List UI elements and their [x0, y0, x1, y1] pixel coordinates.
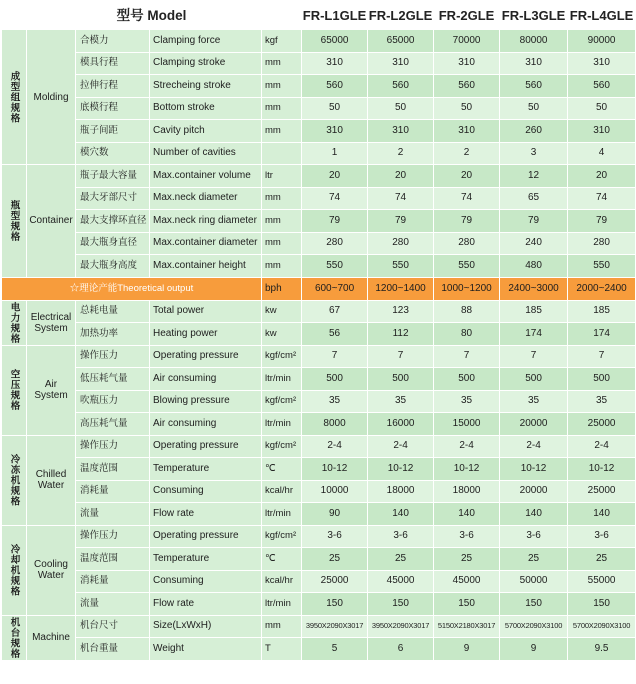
param-value: 2-4 — [302, 435, 368, 458]
section-en-label: Air System — [27, 345, 76, 435]
section-en-label: Electrical System — [27, 300, 76, 345]
param-value: 67 — [302, 300, 368, 323]
param-cn-label: 最大瓶身高度 — [76, 255, 150, 278]
param-cn-label: 消耗量 — [76, 570, 150, 593]
param-cn-label: 模具行程 — [76, 52, 150, 75]
param-value: 7 — [500, 345, 568, 368]
output-label: ☆理论产能Theoretical output — [2, 277, 262, 300]
param-value: 150 — [568, 593, 636, 616]
param-en-label: Operating pressure — [150, 345, 262, 368]
param-unit: kgf/cm² — [262, 390, 302, 413]
param-value: 112 — [368, 323, 434, 346]
param-unit: ltr/min — [262, 503, 302, 526]
param-value: 8000 — [302, 413, 368, 436]
param-value: 20 — [568, 165, 636, 188]
param-value: 90 — [302, 503, 368, 526]
param-cn-label: 操作压力 — [76, 345, 150, 368]
param-value: 310 — [368, 120, 434, 143]
param-value: 560 — [500, 75, 568, 98]
param-value: 79 — [568, 210, 636, 233]
param-value: 480 — [500, 255, 568, 278]
param-value: 280 — [368, 232, 434, 255]
param-value: 25 — [568, 548, 636, 571]
section-en-label: Container — [27, 165, 76, 278]
param-unit: kcal/hr — [262, 480, 302, 503]
param-value: 140 — [568, 503, 636, 526]
param-cn-label: 消耗量 — [76, 480, 150, 503]
param-value: 550 — [568, 255, 636, 278]
param-value: 123 — [368, 300, 434, 323]
param-value: 79 — [434, 210, 500, 233]
param-en-label: Strecheing stroke — [150, 75, 262, 98]
param-value: 74 — [568, 187, 636, 210]
param-en-label: Max.neck diameter — [150, 187, 262, 210]
param-unit: kcal/hr — [262, 570, 302, 593]
spec-row — [2, 615, 636, 638]
param-unit: mm — [262, 615, 302, 638]
param-cn-label: 最大牙部尺寸 — [76, 187, 150, 210]
param-value: 140 — [368, 503, 434, 526]
param-unit: kw — [262, 300, 302, 323]
param-value: 35 — [568, 390, 636, 413]
param-cn-label: 流量 — [76, 593, 150, 616]
param-value: 90000 — [568, 30, 636, 53]
param-value: 185 — [568, 300, 636, 323]
spec-row — [2, 187, 636, 210]
param-value: 18000 — [434, 480, 500, 503]
param-en-label: Clamping stroke — [150, 52, 262, 75]
spec-row — [2, 503, 636, 526]
param-value: 2-4 — [434, 435, 500, 458]
param-value: 3-6 — [568, 525, 636, 548]
param-value: 500 — [368, 368, 434, 391]
section-en-label: Cooling Water — [27, 525, 76, 615]
section-cn-label: 冷却机规格 — [2, 525, 27, 615]
param-value: 500 — [434, 368, 500, 391]
param-value: 25000 — [302, 570, 368, 593]
section-cn-label: 成型组规格 — [2, 30, 27, 165]
param-value: 550 — [302, 255, 368, 278]
param-value: 80000 — [500, 30, 568, 53]
param-en-label: Operating pressure — [150, 525, 262, 548]
param-value: 550 — [434, 255, 500, 278]
param-value: 5700X2090X3100 — [500, 615, 568, 638]
param-value: 9 — [500, 638, 568, 661]
spec-row — [2, 52, 636, 75]
param-value: 25 — [302, 548, 368, 571]
spec-row — [2, 165, 636, 188]
section-en-label: Chilled Water — [27, 435, 76, 525]
param-value: 3950X2090X3017 — [302, 615, 368, 638]
param-en-label: Number of cavities — [150, 142, 262, 165]
spec-table — [1, 1, 636, 661]
param-value: 35 — [368, 390, 434, 413]
param-value: 70000 — [434, 30, 500, 53]
spec-row — [2, 323, 636, 346]
param-value: 150 — [434, 593, 500, 616]
param-en-label: Max.neck ring diameter — [150, 210, 262, 233]
spec-row — [2, 142, 636, 165]
param-cn-label: 瓶子间距 — [76, 120, 150, 143]
section-cn-label: 机台规格 — [2, 615, 27, 660]
param-value: 4 — [568, 142, 636, 165]
param-value: 79 — [368, 210, 434, 233]
section-en-label: Molding — [27, 30, 76, 165]
param-value: 560 — [368, 75, 434, 98]
param-en-label: Total power — [150, 300, 262, 323]
param-value: 3 — [500, 142, 568, 165]
param-value: 10-12 — [500, 458, 568, 481]
param-en-label: Weight — [150, 638, 262, 661]
model-title: 型号 Model — [2, 2, 302, 30]
param-cn-label: 最大瓶身直径 — [76, 232, 150, 255]
param-value: 25 — [434, 548, 500, 571]
param-en-label: Flow rate — [150, 503, 262, 526]
param-value: 140 — [434, 503, 500, 526]
model-name: FR-L1GLE — [302, 2, 368, 30]
param-unit — [262, 142, 302, 165]
param-value: 20 — [302, 165, 368, 188]
param-en-label: Blowing pressure — [150, 390, 262, 413]
param-cn-label: 加热功率 — [76, 323, 150, 346]
param-value: 560 — [434, 75, 500, 98]
output-value: 2400~3000 — [500, 277, 568, 300]
param-value: 20000 — [500, 413, 568, 436]
spec-row — [2, 525, 636, 548]
param-value: 3-6 — [368, 525, 434, 548]
spec-row — [2, 390, 636, 413]
spec-row — [2, 120, 636, 143]
param-value: 50 — [568, 97, 636, 120]
param-unit: kw — [262, 323, 302, 346]
param-value: 310 — [302, 52, 368, 75]
param-value: 7 — [368, 345, 434, 368]
param-cn-label: 操作压力 — [76, 435, 150, 458]
param-value: 35 — [434, 390, 500, 413]
spec-row — [2, 548, 636, 571]
param-value: 25 — [500, 548, 568, 571]
spec-row — [2, 345, 636, 368]
param-value: 7 — [434, 345, 500, 368]
param-unit: ltr/min — [262, 593, 302, 616]
param-en-label: Temperature — [150, 458, 262, 481]
param-value: 150 — [302, 593, 368, 616]
model-name: FR-L2GLE — [368, 2, 434, 30]
param-value: 150 — [500, 593, 568, 616]
param-value: 10000 — [302, 480, 368, 503]
param-value: 20 — [368, 165, 434, 188]
param-value: 50 — [434, 97, 500, 120]
param-value: 5150X2180X3017 — [434, 615, 500, 638]
param-en-label: Clamping force — [150, 30, 262, 53]
param-value: 280 — [434, 232, 500, 255]
param-value: 80 — [434, 323, 500, 346]
param-en-label: Bottom stroke — [150, 97, 262, 120]
param-cn-label: 温度范围 — [76, 458, 150, 481]
param-cn-label: 瓶子最大容量 — [76, 165, 150, 188]
param-cn-label: 操作压力 — [76, 525, 150, 548]
param-value: 50000 — [500, 570, 568, 593]
param-value: 7 — [568, 345, 636, 368]
model-name: FR-L4GLE — [568, 2, 636, 30]
param-value: 2-4 — [500, 435, 568, 458]
param-value: 50 — [368, 97, 434, 120]
param-en-label: Air consuming — [150, 368, 262, 391]
spec-row — [2, 255, 636, 278]
param-value: 20000 — [500, 480, 568, 503]
param-value: 500 — [568, 368, 636, 391]
param-value: 310 — [434, 52, 500, 75]
header-row — [2, 2, 636, 30]
param-value: 3950X2090X3017 — [368, 615, 434, 638]
param-value: 12 — [500, 165, 568, 188]
param-value: 35 — [302, 390, 368, 413]
section-cn-label: 电力规格 — [2, 300, 27, 345]
model-name: FR-L3GLE — [500, 2, 568, 30]
section-cn-label: 空压规格 — [2, 345, 27, 435]
param-en-label: Size(LxWxH) — [150, 615, 262, 638]
spec-row — [2, 570, 636, 593]
param-unit: ℃ — [262, 548, 302, 571]
spec-row — [2, 480, 636, 503]
section-cn-label: 冷冻机规格 — [2, 435, 27, 525]
param-value: 79 — [500, 210, 568, 233]
param-cn-label: 流量 — [76, 503, 150, 526]
param-value: 310 — [302, 120, 368, 143]
param-value: 74 — [434, 187, 500, 210]
param-value: 74 — [302, 187, 368, 210]
output-row — [2, 277, 636, 300]
param-unit: mm — [262, 97, 302, 120]
param-value: 7 — [302, 345, 368, 368]
param-value: 550 — [368, 255, 434, 278]
param-value: 15000 — [434, 413, 500, 436]
param-value: 500 — [302, 368, 368, 391]
param-value: 25000 — [568, 480, 636, 503]
param-value: 560 — [568, 75, 636, 98]
param-value: 56 — [302, 323, 368, 346]
param-value: 10-12 — [434, 458, 500, 481]
param-unit: ltr/min — [262, 413, 302, 436]
param-value: 16000 — [368, 413, 434, 436]
spec-row — [2, 638, 636, 661]
param-value: 3-6 — [434, 525, 500, 548]
param-value: 5 — [302, 638, 368, 661]
param-en-label: Max.container diameter — [150, 232, 262, 255]
param-en-label: Flow rate — [150, 593, 262, 616]
param-en-label: Cavity pitch — [150, 120, 262, 143]
param-value: 174 — [568, 323, 636, 346]
param-value: 50 — [302, 97, 368, 120]
param-cn-label: 最大支撑环直径 — [76, 210, 150, 233]
param-value: 18000 — [368, 480, 434, 503]
section-en-label: Machine — [27, 615, 76, 660]
spec-row — [2, 210, 636, 233]
param-en-label: Operating pressure — [150, 435, 262, 458]
spec-row — [2, 75, 636, 98]
param-unit: mm — [262, 187, 302, 210]
param-cn-label: 低压耗气量 — [76, 368, 150, 391]
param-value: 310 — [568, 52, 636, 75]
param-value: 140 — [500, 503, 568, 526]
spec-row — [2, 435, 636, 458]
model-name: FR-2GLE — [434, 2, 500, 30]
param-value: 2 — [368, 142, 434, 165]
param-unit: ltr — [262, 165, 302, 188]
param-value: 65000 — [302, 30, 368, 53]
spec-row — [2, 30, 636, 53]
param-unit: mm — [262, 255, 302, 278]
param-en-label: Temperature — [150, 548, 262, 571]
param-value: 174 — [500, 323, 568, 346]
param-value: 55000 — [568, 570, 636, 593]
param-value: 240 — [500, 232, 568, 255]
param-value: 1 — [302, 142, 368, 165]
param-unit: kgf — [262, 30, 302, 53]
param-unit: kgf/cm² — [262, 345, 302, 368]
param-en-label: Consuming — [150, 570, 262, 593]
param-cn-label: 机台尺寸 — [76, 615, 150, 638]
output-value: 2000~2400 — [568, 277, 636, 300]
output-unit: bph — [262, 277, 302, 300]
spec-row — [2, 458, 636, 481]
param-value: 9.5 — [568, 638, 636, 661]
param-value: 150 — [368, 593, 434, 616]
param-value: 45000 — [434, 570, 500, 593]
param-value: 3-6 — [500, 525, 568, 548]
param-value: 65 — [500, 187, 568, 210]
param-value: 25000 — [568, 413, 636, 436]
param-value: 280 — [568, 232, 636, 255]
param-value: 560 — [302, 75, 368, 98]
param-cn-label: 总耗电量 — [76, 300, 150, 323]
param-unit: mm — [262, 210, 302, 233]
param-value: 310 — [368, 52, 434, 75]
param-value: 35 — [500, 390, 568, 413]
param-unit: mm — [262, 52, 302, 75]
spec-row — [2, 300, 636, 323]
param-en-label: Air consuming — [150, 413, 262, 436]
param-cn-label: 底模行程 — [76, 97, 150, 120]
param-value: 2-4 — [568, 435, 636, 458]
param-cn-label: 温度范围 — [76, 548, 150, 571]
param-unit: ltr/min — [262, 368, 302, 391]
param-en-label: Consuming — [150, 480, 262, 503]
spec-row — [2, 232, 636, 255]
param-value: 79 — [302, 210, 368, 233]
param-value: 310 — [500, 52, 568, 75]
param-value: 10-12 — [568, 458, 636, 481]
param-cn-label: 拉伸行程 — [76, 75, 150, 98]
param-value: 5700X2090X3100 — [568, 615, 636, 638]
param-value: 65000 — [368, 30, 434, 53]
output-value: 1000~1200 — [434, 277, 500, 300]
spec-row — [2, 368, 636, 391]
param-unit: mm — [262, 232, 302, 255]
param-value: 2 — [434, 142, 500, 165]
param-value: 2-4 — [368, 435, 434, 458]
param-value: 74 — [368, 187, 434, 210]
section-cn-label: 瓶型规格 — [2, 165, 27, 278]
output-value: 600~700 — [302, 277, 368, 300]
param-en-label: Max.container height — [150, 255, 262, 278]
param-value: 50 — [500, 97, 568, 120]
param-value: 185 — [500, 300, 568, 323]
spec-row — [2, 413, 636, 436]
param-unit: T — [262, 638, 302, 661]
param-value: 10-12 — [368, 458, 434, 481]
param-value: 280 — [302, 232, 368, 255]
param-unit: ℃ — [262, 458, 302, 481]
param-en-label: Max.container volume — [150, 165, 262, 188]
param-value: 310 — [434, 120, 500, 143]
spec-row — [2, 593, 636, 616]
param-value: 6 — [368, 638, 434, 661]
output-value: 1200~1400 — [368, 277, 434, 300]
param-unit: kgf/cm² — [262, 435, 302, 458]
param-value: 10-12 — [302, 458, 368, 481]
param-cn-label: 吹瓶压力 — [76, 390, 150, 413]
param-cn-label: 合模力 — [76, 30, 150, 53]
param-value: 88 — [434, 300, 500, 323]
param-unit: mm — [262, 75, 302, 98]
param-cn-label: 机台重量 — [76, 638, 150, 661]
param-value: 20 — [434, 165, 500, 188]
param-unit: mm — [262, 120, 302, 143]
param-value: 25 — [368, 548, 434, 571]
param-en-label: Heating power — [150, 323, 262, 346]
param-cn-label: 模穴数 — [76, 142, 150, 165]
param-value: 310 — [568, 120, 636, 143]
param-value: 500 — [500, 368, 568, 391]
param-unit: kgf/cm² — [262, 525, 302, 548]
param-value: 260 — [500, 120, 568, 143]
param-cn-label: 高压耗气量 — [76, 413, 150, 436]
spec-row — [2, 97, 636, 120]
param-value: 3-6 — [302, 525, 368, 548]
param-value: 45000 — [368, 570, 434, 593]
param-value: 9 — [434, 638, 500, 661]
